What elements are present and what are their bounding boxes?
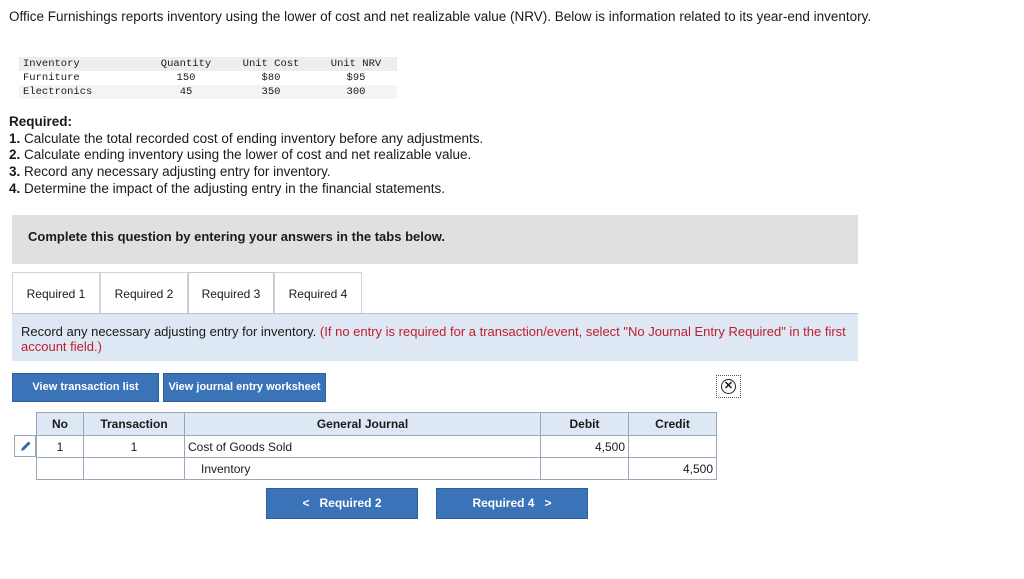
instruction-text-block	[21, 324, 851, 354]
edit-pencil-icon[interactable]	[14, 435, 36, 457]
inventory-row	[19, 71, 397, 85]
chevron-right-icon: >	[544, 496, 552, 510]
required-heading: Required:	[9, 114, 73, 129]
col-unit-nrv: Unit NRV	[315, 57, 397, 71]
col-credit: Credit	[629, 413, 717, 436]
prev-required-2-button[interactable]	[266, 488, 418, 519]
required-item	[9, 181, 483, 198]
cell-transaction	[84, 458, 185, 480]
required-section	[9, 114, 483, 198]
required-item-number: 4.	[9, 180, 21, 196]
next-required-4-button[interactable]	[436, 488, 588, 519]
required-item	[9, 131, 483, 148]
col-quantity: Quantity	[145, 57, 227, 71]
next-button-label: Required 4	[472, 496, 535, 510]
tab-required-4[interactable]: Required 4	[274, 272, 362, 314]
journal-header-row	[37, 413, 717, 436]
inventory-header-row	[19, 57, 397, 71]
col-transaction: Transaction	[84, 413, 185, 436]
intro-text: Office Furnishings reports inventory using the lower of cost and net realizable value (NRV). Below is information related to its year-end inventory.	[9, 9, 872, 24]
cell-debit[interactable]: 4,500	[541, 436, 629, 458]
cell-debit[interactable]	[541, 458, 629, 480]
close-icon-button[interactable]	[716, 375, 741, 398]
inventory-table	[19, 57, 397, 99]
instruction-box	[12, 314, 858, 361]
cell-no	[37, 458, 84, 480]
instruction-hint: (If no entry is required for a transaction/event, select "No Journal Entry Required" in the first account field.)	[21, 324, 846, 354]
tab-required-2[interactable]: Required 2	[100, 272, 188, 314]
banner-text: Complete this question by entering your answers in the tabs below.	[28, 229, 446, 244]
col-inventory: Inventory	[19, 57, 145, 71]
journal-row	[37, 458, 717, 480]
required-item-text: Calculate the total recorded cost of ending inventory before any adjustments.	[24, 130, 484, 146]
cell-item: Electronics	[19, 85, 145, 99]
instruction-text: Record any necessary adjusting entry for inventory.	[21, 324, 317, 339]
journal-row	[37, 436, 717, 458]
col-no: No	[37, 413, 84, 436]
required-item	[9, 164, 483, 181]
view-journal-worksheet-button[interactable]: View journal entry worksheet	[163, 373, 326, 402]
col-debit: Debit	[541, 413, 629, 436]
col-unit-cost: Unit Cost	[227, 57, 315, 71]
cell-unit-nrv: $95	[346, 72, 366, 84]
required-item-number: 1.	[9, 130, 21, 146]
journal-table	[36, 412, 717, 480]
cell-unit-cost: $80	[261, 72, 281, 84]
view-transaction-list-button[interactable]: View transaction list	[12, 373, 159, 402]
required-item-number: 2.	[9, 147, 21, 163]
cell-credit[interactable]	[629, 436, 717, 458]
cell-item: Furniture	[23, 72, 80, 84]
cell-account[interactable]: Inventory	[185, 458, 541, 480]
required-item-number: 3.	[9, 164, 21, 180]
col-general-journal: General Journal	[185, 413, 541, 436]
chevron-left-icon: <	[302, 496, 310, 510]
cell-quantity: 150	[176, 72, 196, 84]
cell-unit-cost: 350	[227, 85, 315, 99]
close-circle-icon: ✕	[721, 379, 736, 394]
cell-quantity: 45	[145, 85, 227, 99]
cell-transaction: 1	[84, 436, 185, 458]
instructions-banner	[12, 215, 858, 264]
cell-credit[interactable]: 4,500	[629, 458, 717, 480]
cell-unit-nrv: 300	[315, 85, 397, 99]
tab-required-3[interactable]: Required 3	[188, 272, 274, 315]
required-item-text: Record any necessary adjusting entry for inventory.	[24, 164, 331, 180]
inventory-row	[19, 85, 397, 99]
cell-no: 1	[37, 436, 84, 458]
required-item-text: Determine the impact of the adjusting entry in the financial statements.	[24, 180, 446, 196]
required-item-text: Calculate ending inventory using the lower of cost and net realizable value.	[24, 147, 472, 163]
prev-button-label: Required 2	[319, 496, 382, 510]
required-item	[9, 147, 483, 164]
tab-required-1[interactable]: Required 1	[12, 272, 100, 314]
cell-account[interactable]: Cost of Goods Sold	[185, 436, 541, 458]
